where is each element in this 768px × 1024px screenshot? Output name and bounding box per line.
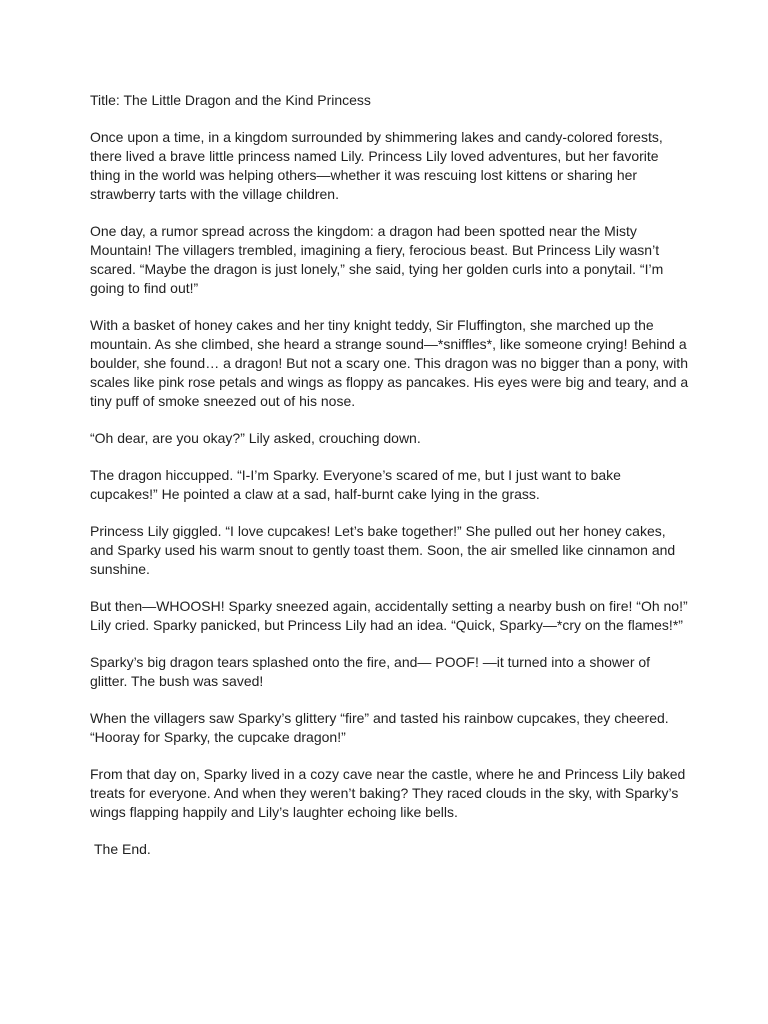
document-page (90, 91, 690, 877)
paragraph-8: Sparky’s big dragon tears splashed onto the fire, and— POOF! —it turned into a shower of glitter. The bush was saved! (90, 654, 651, 689)
story-ending: The End. (94, 841, 151, 857)
paragraph-9: When the villagers saw Sparky’s glittery “fire” and tasted his rainbow cupcakes, they cheered. “Hooray for Sparky, the cupcake dragon!” (90, 710, 669, 745)
paragraph-4: “Oh dear, are you okay?” Lily asked, crouching down. (90, 430, 421, 446)
paragraph-1: Once upon a time, in a kingdom surrounded by shimmering lakes and candy-colored forests, there lived a brave little princess named Lily. Princess Lily loved adventures, but her favorite thing in the world was helping others—whether it was rescuing lost kittens or sharing her strawberry tarts with the village children. (90, 129, 663, 202)
story-title: Title: The Little Dragon and the Kind Princess (90, 92, 371, 108)
paragraph-10: From that day on, Sparky lived in a cozy cave near the castle, where he and Princess Lily baked treats for everyone. And when they weren’t baking? They raced clouds in the sky, with Sparky’s wings flapping happily and Lily’s laughter echoing like bells. (90, 766, 686, 820)
paragraph-5: The dragon hiccupped. “I-I’m Sparky. Everyone’s scared of me, but I just want to bake cupcakes!” He pointed a claw at a sad, half-burnt cake lying in the grass. (90, 467, 621, 502)
paragraph-2: One day, a rumor spread across the kingdom: a dragon had been spotted near the Misty Mountain! The villagers trembled, imagining a fiery, ferocious beast. But Princess Lily wasn’t scared. “Maybe the dragon is just lonely,” she said, tying her golden curls into a ponytail. “I’m going to find out!” (90, 223, 664, 296)
paragraph-7: But then—WHOOSH! Sparky sneezed again, accidentally setting a nearby bush on fire! “Oh no!” Lily cried. Sparky panicked, but Princess Lily had an idea. “Quick, Sparky—*cry on the flames!*” (90, 598, 688, 633)
paragraph-6: Princess Lily giggled. “I love cupcakes! Let’s bake together!” She pulled out her honey cakes, and Sparky used his warm snout to gently toast them. Soon, the air smelled like cinnamon and sunshine. (90, 523, 676, 577)
paragraph-3: With a basket of honey cakes and her tiny knight teddy, Sir Fluffington, she marched up the mountain. As she climbed, she heard a strange sound—*sniffles*, like someone crying! Behind a boulder, she found… a dragon! But not a scary one. This dragon was no bigger than a pony, with scales like pink rose petals and wings as floppy as pancakes. His eyes were big and teary, and a tiny puff of smoke sneezed out of his nose. (90, 317, 689, 409)
